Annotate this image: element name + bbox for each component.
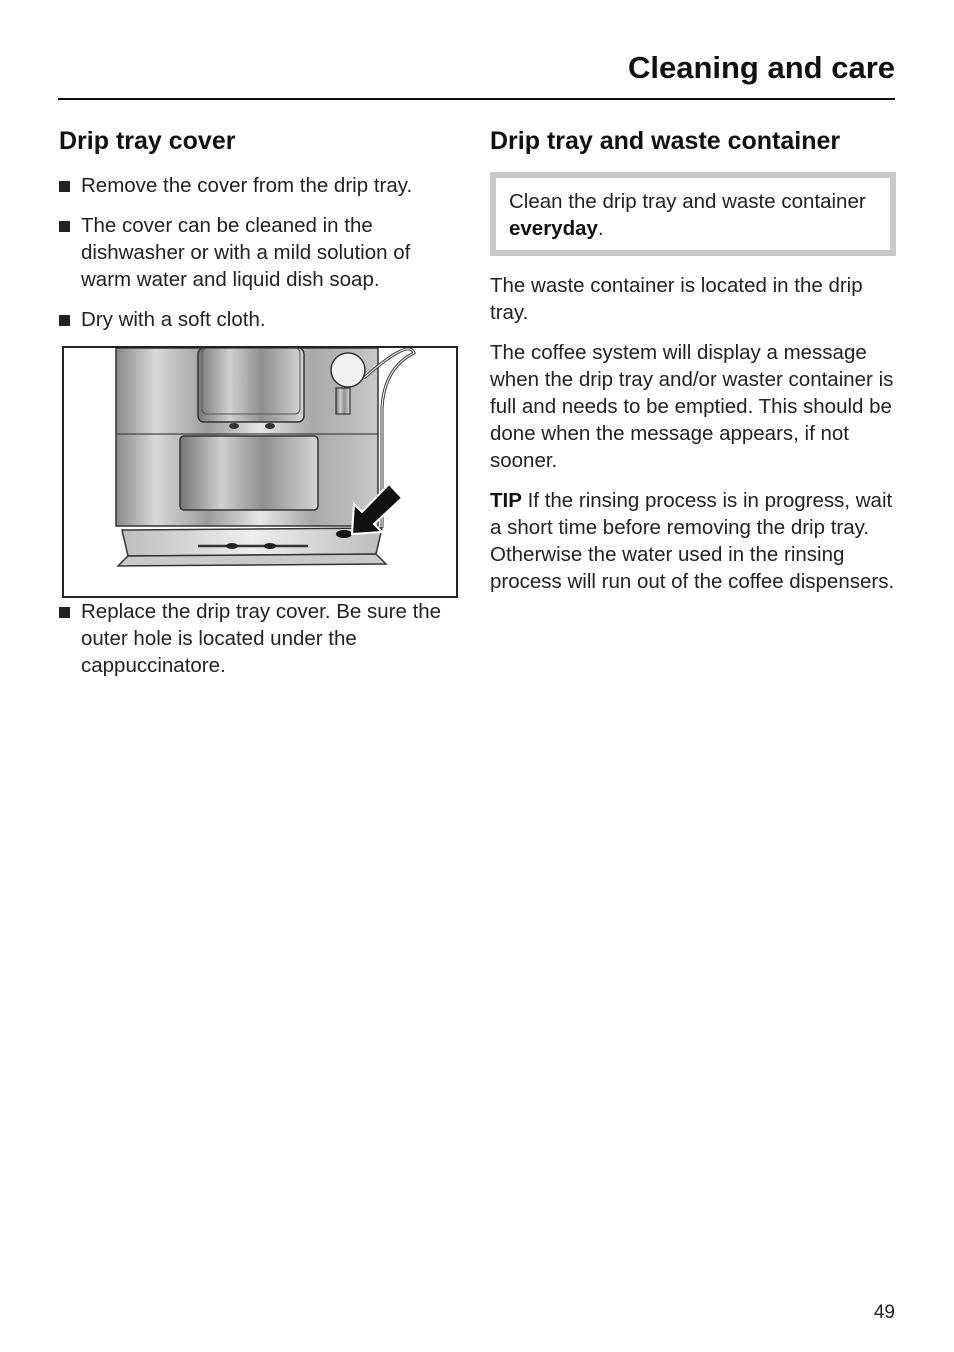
list-item [59, 172, 459, 199]
note-emphasis: everyday [509, 217, 598, 240]
tip-paragraph [490, 487, 896, 595]
replace-steps-list [59, 598, 459, 679]
page-section-title: Cleaning and care [627, 50, 895, 85]
list-item [59, 212, 459, 293]
coffee-machine-drawing [64, 348, 456, 596]
header-divider [58, 98, 895, 100]
list-item-text: Replace the drip tray cover. Be sure the outer hole is located under the cappuccinatore. [81, 600, 442, 677]
note-suffix: . [597, 217, 604, 240]
display-message-paragraph: The coffee system will display a message when the drip tray and/or waster container is full and needs to be emptied. This should be done when the message appears, if not sooner. [490, 341, 894, 472]
drip-tray-cover-heading: Drip tray cover [59, 127, 236, 155]
drip-tray-waste-heading: Drip tray and waste container [490, 127, 841, 155]
square-bullet-icon [59, 181, 70, 192]
list-item-text: Remove the cover from the drip tray. [81, 174, 413, 197]
drip-tray-illustration [62, 346, 458, 598]
waste-location-paragraph: The waste container is located in the drip tray. [490, 274, 863, 324]
tip-text: If the rinsing process is in progress, wait a short time before removing the drip tray. Otherwise the water used in the rinsing process will run out of the coffee dispensers. [490, 489, 895, 593]
square-bullet-icon [59, 607, 70, 618]
note-box [490, 172, 896, 256]
square-bullet-icon [59, 315, 70, 326]
cover-steps-list [59, 172, 459, 333]
left-column [59, 124, 459, 692]
list-item [59, 598, 459, 679]
list-item-text: The cover can be cleaned in the dishwasher or with a mild solution of warm water and liquid dish soap. [81, 214, 411, 291]
note-text: Clean the drip tray and waste container [509, 190, 866, 213]
page-number: 49 [873, 1302, 895, 1323]
list-item-text: Dry with a soft cloth. [81, 308, 266, 331]
tip-label: TIP [490, 489, 522, 512]
right-column [490, 124, 896, 608]
square-bullet-icon [59, 221, 70, 232]
list-item [59, 306, 459, 333]
